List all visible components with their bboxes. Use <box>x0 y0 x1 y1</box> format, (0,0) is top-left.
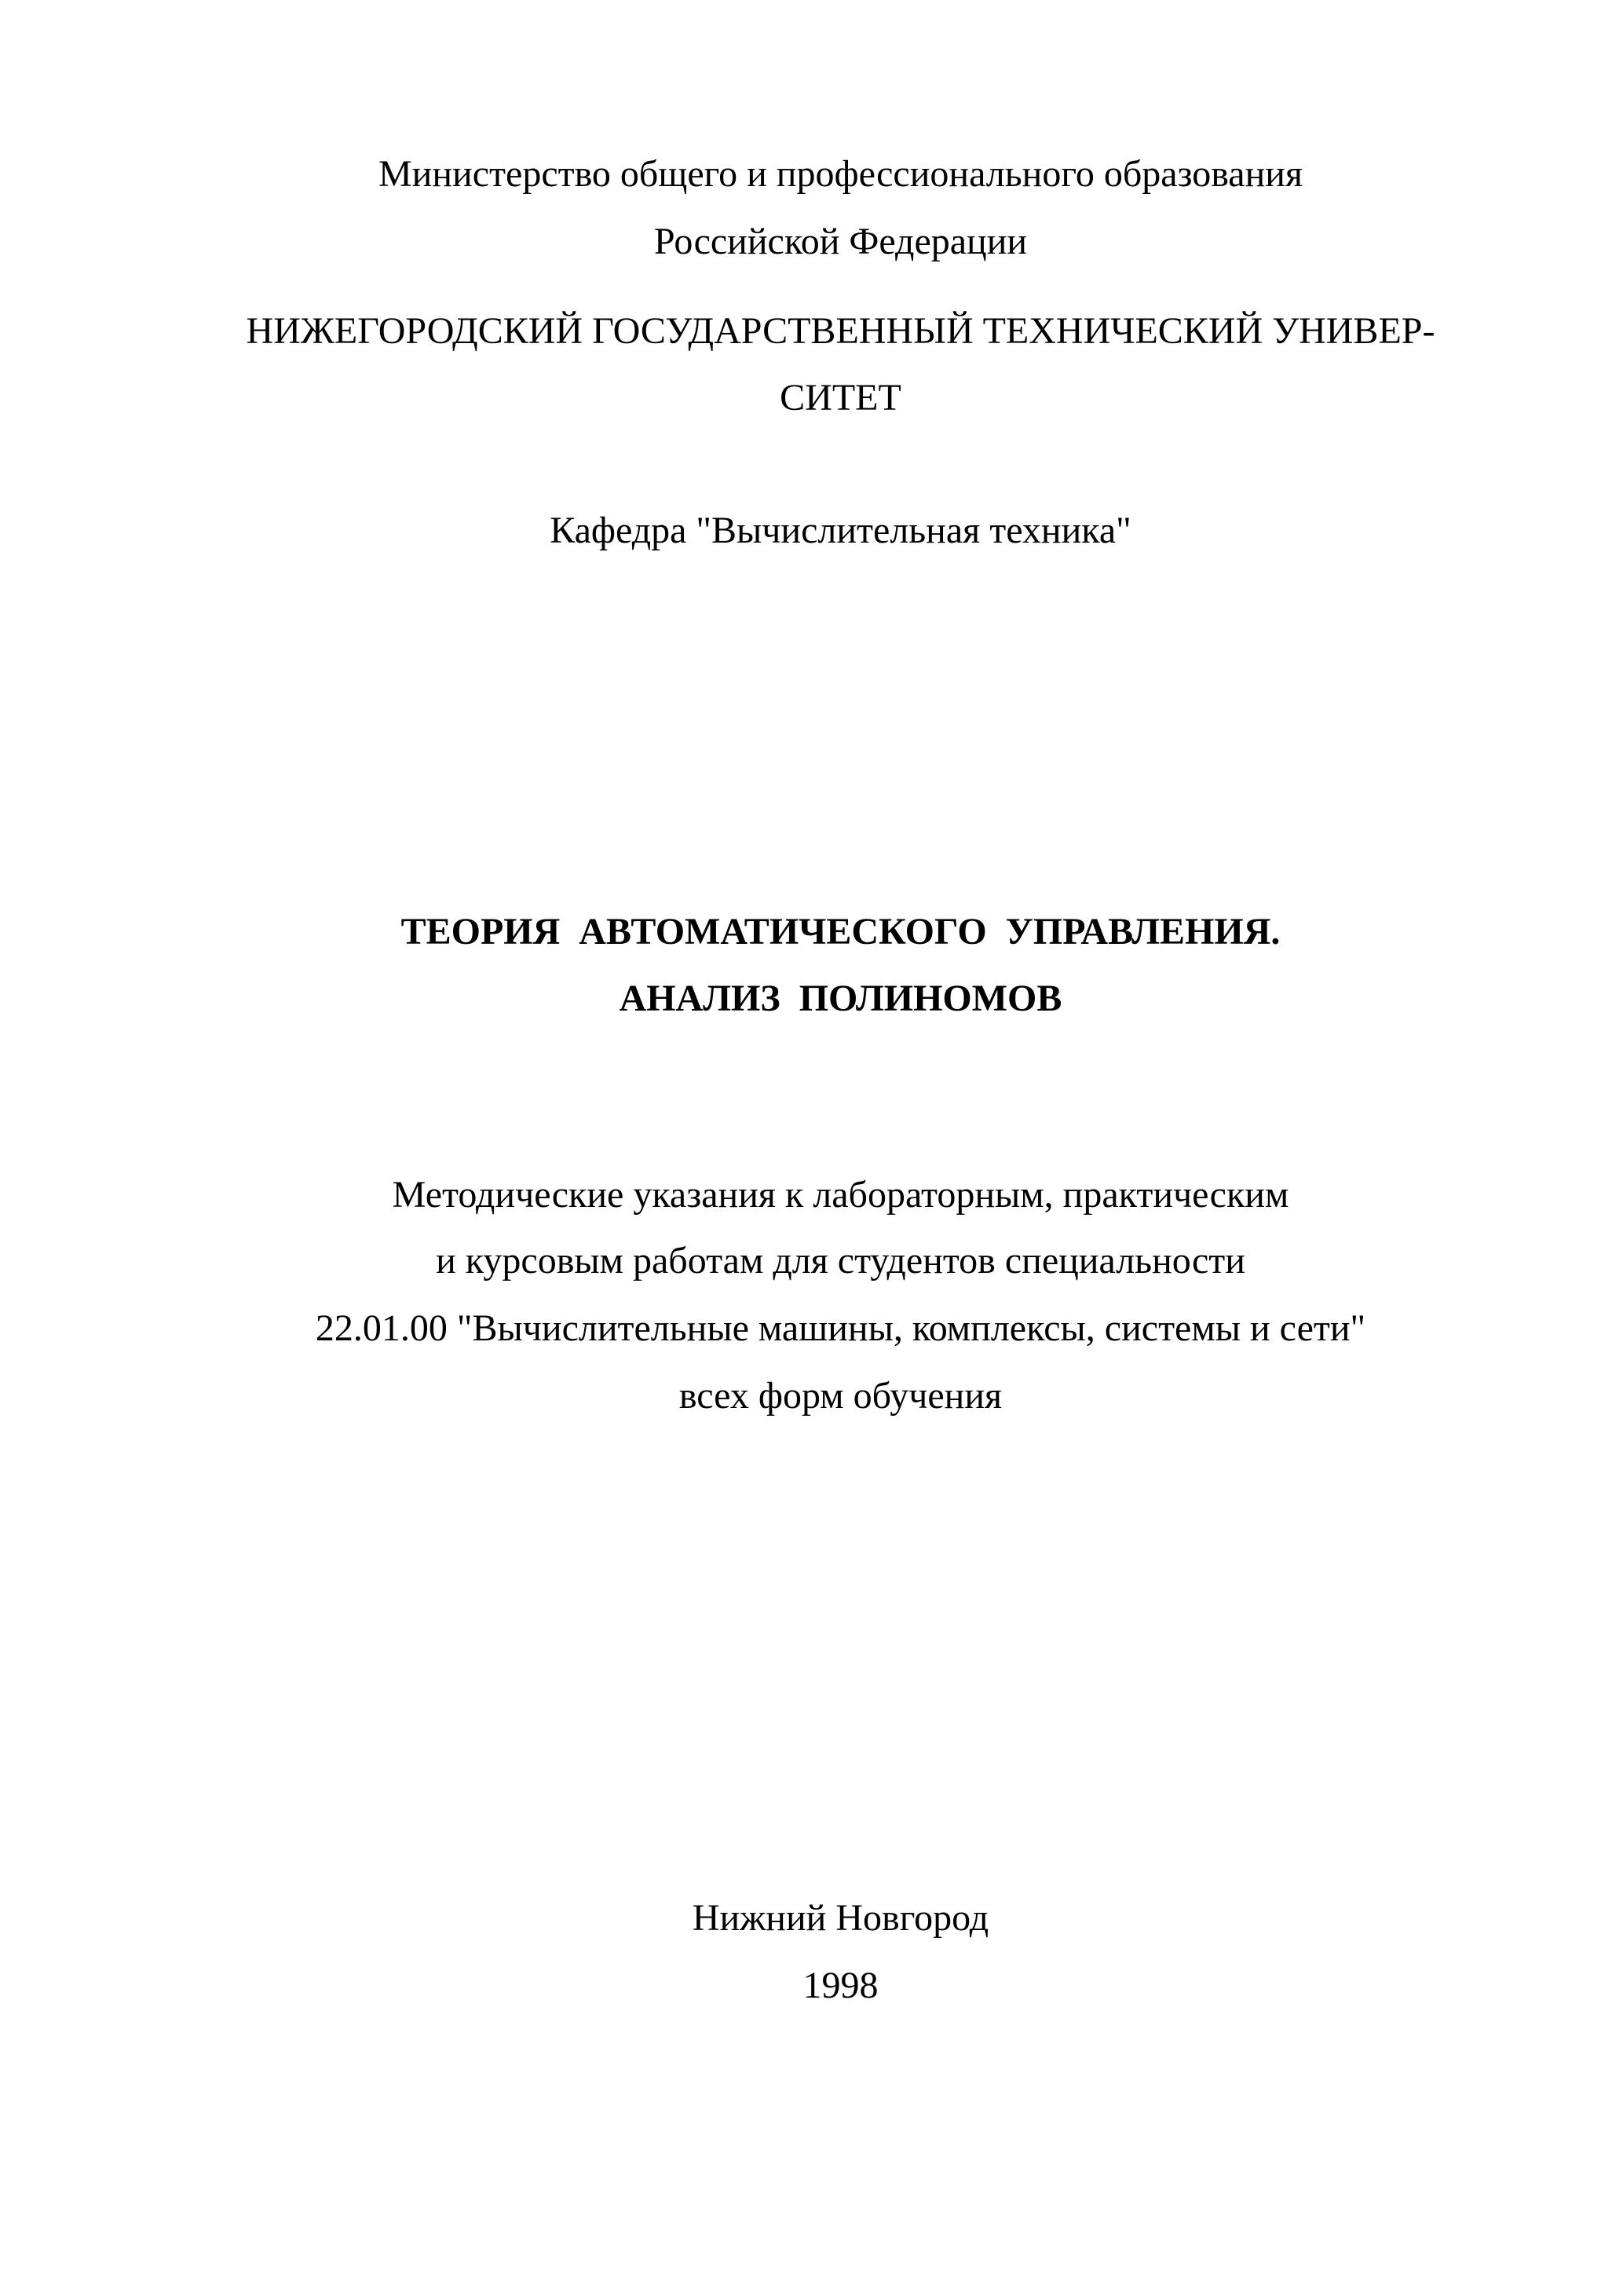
university-name-line-2: СИТЕТ <box>780 377 901 419</box>
publication-year: 1998 <box>802 1965 879 2006</box>
description-line-3: 22.01.00 "Вычислительные машины, комплексы, системы и сети" <box>315 1307 1366 1349</box>
document-title-line-1: ТЕОРИЯ АВТОМАТИЧЕСКОГО УПРАВЛЕНИЯ. <box>400 911 1281 952</box>
ministry-line-2: Российской Федерации <box>653 221 1028 262</box>
description-line-2: и курсовым работам для студентов специальности <box>436 1240 1245 1281</box>
publication-city: Нижний Новгород <box>692 1897 989 1939</box>
university-name-line-1: НИЖЕГОРОДСКИЙ ГОСУДАРСТВЕННЫЙ ТЕХНИЧЕСКИЙ УНИВЕР- <box>246 310 1435 352</box>
description-line-1: Методические указания к лабораторным, практическим <box>392 1174 1289 1216</box>
description-line-4: всех форм обучения <box>678 1375 1003 1417</box>
document-title-line-2: АНАЛИЗ ПОЛИНОМОВ <box>619 978 1062 1019</box>
department-name: Кафедра "Вычислительная техника" <box>550 510 1131 551</box>
ministry-line-1: Министерство общего и профессионального образования <box>378 153 1303 195</box>
